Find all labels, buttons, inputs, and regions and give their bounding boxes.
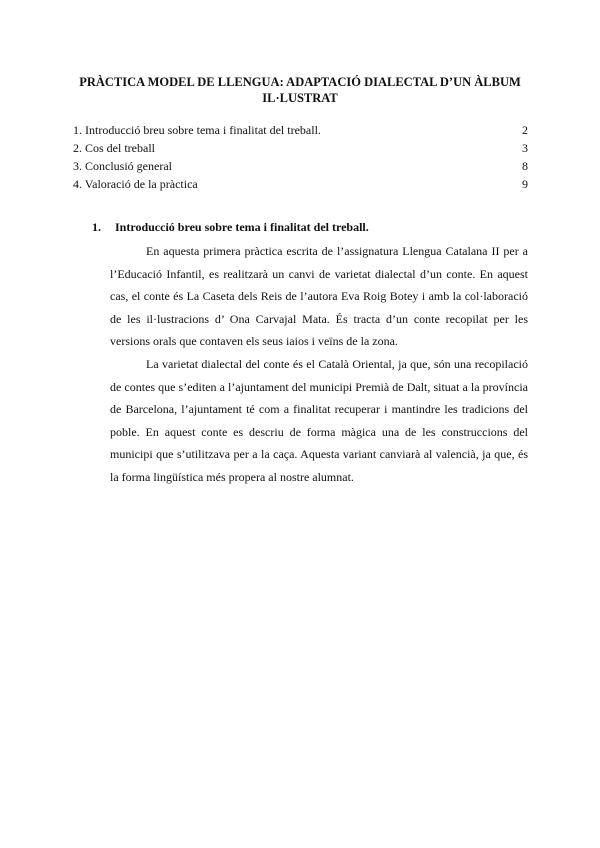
section-heading [92,220,369,235]
section-heading-text: Introducció breu sobre tema i finalitat del treball. [115,220,369,234]
toc-entry-label: 1. Introducció breu sobre tema i finalitat del treball. [73,123,321,137]
toc-entry-label: 3. Conclusió general [73,159,172,173]
body-paragraph: La varietat dialectal del conte és el Català Oriental, ja que, són una recopilació de contes que s’editen a l’ajuntament del municipi Premià de Dalt, situat a la província de Barcelona, l’ajuntament té com a finalitat recuperar i mantindre les tradicions del poble. En aquest conte es descriu de forma màgica una de les construccions del municipi que s’utilitzava per a la caça. Aquesta variant canviarà al valencià, ja que, és la forma lingüística més propera al nostre alumnat. [110,356,528,484]
toc-entry [73,139,528,157]
section-body [110,240,528,489]
document-title [60,74,540,106]
toc-entry-page: 9 [522,177,528,191]
toc-entry [73,121,528,139]
title-line-2: IL·LUSTRAT [262,91,338,105]
title-line-1: PRÀCTICA MODEL DE LLENGUA: ADAPTACIÓ DIALECTAL D’UN ÀLBUM [79,75,521,89]
toc-entry-label: 4. Valoració de la pràctica [73,177,198,191]
toc-entry-label: 2. Cos del treball [73,141,155,155]
toc-entry [73,175,528,193]
toc-entry [73,157,528,175]
table-of-contents [73,121,528,193]
toc-entry-page: 2 [522,123,528,137]
section-number: 1. [92,220,101,234]
body-paragraph: En aquesta primera pràctica escrita de l’assignatura Llengua Catalana II per a l’Educació Infantil, es realitzarà un canvi de varietat dialectal d’un conte. En aquest cas, el conte és La Caseta dels Reis de l’autora Eva Roig Botey i amb la col·laboració de les il·lustracions d’ Ona Carvajal Mata. És tracta d’un conte recopilat per les versions orals que contaven els seus iaios i veïns de la zona. [110,244,528,349]
toc-entry-page: 3 [522,141,528,155]
toc-entry-page: 8 [522,159,528,173]
